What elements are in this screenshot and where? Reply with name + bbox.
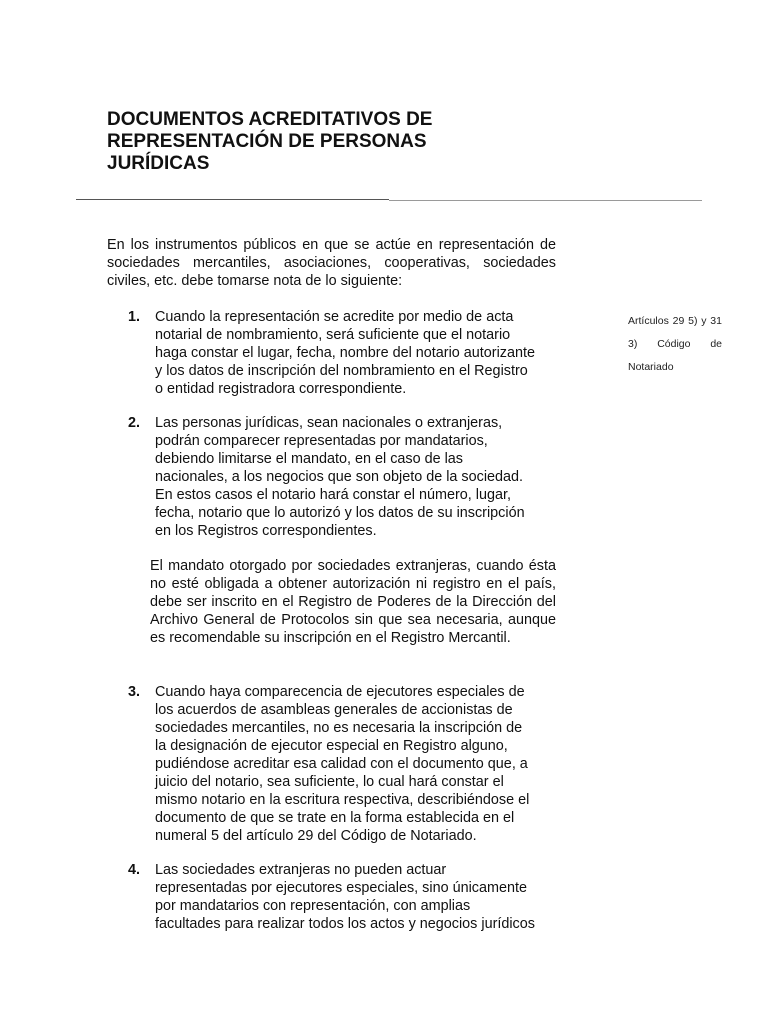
document-title: DOCUMENTOS ACREDITATIVOS DE REPRESENTACIÓN DE PERSONAS JURÍDICAS xyxy=(107,109,433,174)
list-item-text: Las sociedades extranjeras no pueden actuar representadas por ejecutores especiales, sino únicamente por mandatarios con representación, con amplias facultades para realizar todos los actos y negocios jurídicos xyxy=(155,862,535,932)
list-item-text: Las personas jurídicas, sean nacionales o extranjeras, podrán comparecer representadas por mandatarios, debiendo limitarse el mandato, en el caso de las nacionales, a los negocios que son objeto de la sociedad. En estos casos el notario hará constar el número, lugar, fecha, notario que lo autorizó y los datos de su inscripción en los Registros correspondientes. xyxy=(155,415,525,539)
list-item-4 xyxy=(128,861,558,933)
list-item-number: 2. xyxy=(128,415,141,431)
title-divider-dark xyxy=(76,199,389,200)
list-item-number: 1. xyxy=(128,309,141,325)
list-item-1 xyxy=(128,308,558,398)
intro-paragraph: En los instrumentos públicos en que se actúe en representación de sociedades mercantiles, asociaciones, cooperativas, sociedades civiles, etc. debe tomarse nota de lo siguiente: xyxy=(107,237,556,289)
list-item-number: 4. xyxy=(128,862,141,878)
list-item-2 xyxy=(128,414,558,540)
margin-note: Artículos 29 5) y 31 3) Código de Notariado xyxy=(628,315,722,373)
list-item-number: 3. xyxy=(128,684,141,700)
title-divider-light xyxy=(389,200,702,201)
list-item-text: Cuando la representación se acredite por medio de acta notarial de nombramiento, será suficiente que el notario haga constar el lugar, fecha, nombre del notario autorizante y los datos de inscripción del nombramiento en el Registro o entidad registradora correspondiente. xyxy=(155,309,535,397)
item-2-paragraph: El mandato otorgado por sociedades extranjeras, cuando ésta no esté obligada a obtener autorización ni registro en el país, debe ser inscrito en el Registro de Poderes de la Dirección del Archivo General de Protocolos sin que sea necesaria, aunque es recomendable su inscripción en el Registro Mercantil. xyxy=(150,558,556,646)
list-item-text: Cuando haya comparecencia de ejecutores especiales de los acuerdos de asambleas generales de accionistas de sociedades mercantiles, no es necesaria la inscripción de la designación de ejecutor especial en Registro alguno, pudiéndose acreditar esa calidad con el documento que, a juicio del notario, sea suficiente, lo cual hará constar el mismo notario en la escritura respectiva, describiéndose el documento de que se trate en la forma establecida en el numeral 5 del artículo 29 del Código de Notariado. xyxy=(155,684,530,844)
list-item-3 xyxy=(128,683,558,845)
